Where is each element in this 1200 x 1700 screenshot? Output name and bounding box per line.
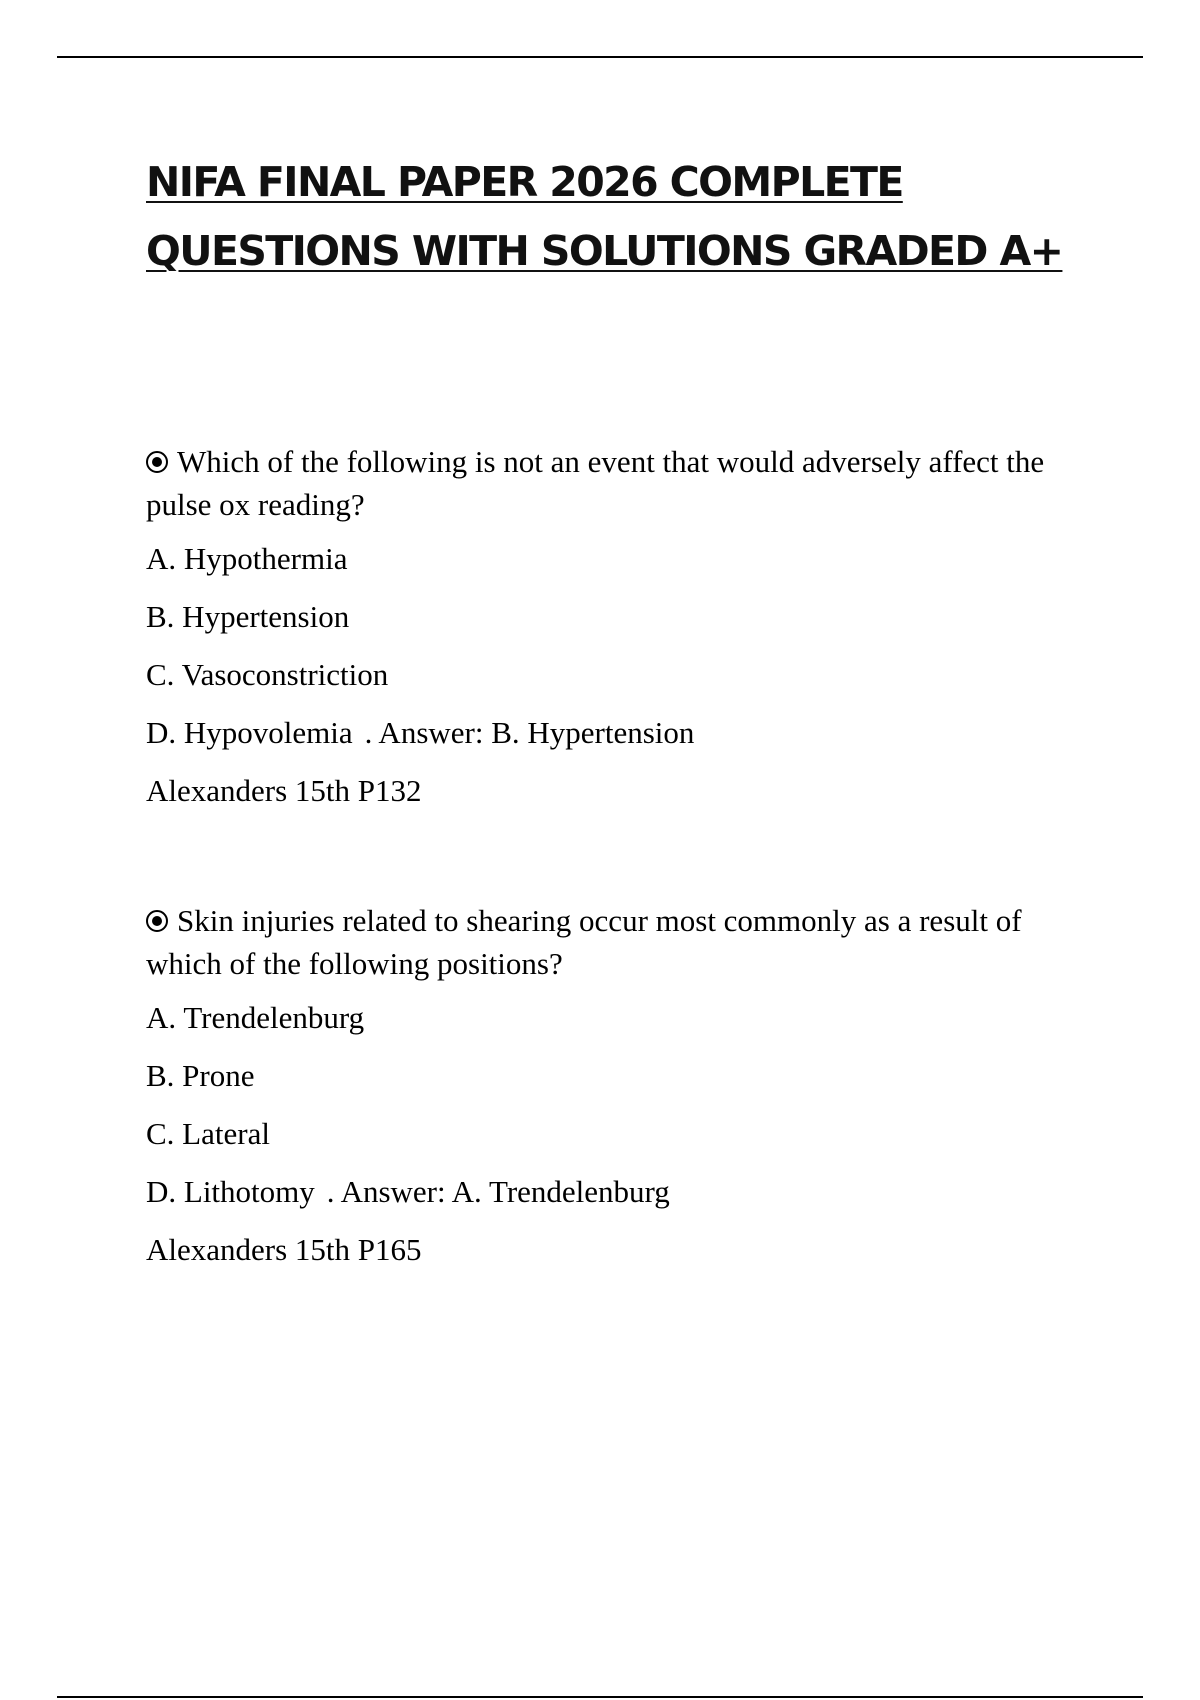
title-line-2: QUESTIONS WITH SOLUTIONS GRADED A+ <box>146 227 1063 275</box>
top-divider <box>57 56 1143 58</box>
question-block-2 <box>146 899 1096 1286</box>
question-block-1 <box>146 440 1096 827</box>
option-c: C. Lateral <box>146 1116 270 1151</box>
option-d-with-answer <box>146 1170 1096 1213</box>
option-c: C. Vasoconstriction <box>146 657 389 692</box>
document-title <box>146 148 1106 286</box>
question-text: Which of the following is not an event that would adversely affect the pulse ox reading? <box>146 444 1045 522</box>
reference: Alexanders 15th P132 <box>146 773 422 808</box>
option-b: B. Hypertension <box>146 599 350 634</box>
option-d: D. Hypovolemia <box>146 715 353 750</box>
title-line-1: NIFA FINAL PAPER 2026 COMPLETE <box>146 158 903 206</box>
answer-text: . Answer: A. Trendelenburg <box>326 1174 670 1209</box>
bottom-divider <box>57 1696 1143 1698</box>
reference: Alexanders 15th P165 <box>146 1232 422 1267</box>
question-text: Skin injuries related to shearing occur most commonly as a result of which of the following positions? <box>146 903 1022 981</box>
option-b: B. Prone <box>146 1058 255 1093</box>
radio-bullet-icon <box>146 451 168 473</box>
option-a: A. Hypothermia <box>146 541 348 576</box>
radio-bullet-icon <box>146 910 168 932</box>
option-a: A. Trendelenburg <box>146 1000 365 1035</box>
answer-text: . Answer: B. Hypertension <box>364 715 695 750</box>
option-d: D. Lithotomy <box>146 1174 315 1209</box>
option-d-with-answer <box>146 711 1096 754</box>
